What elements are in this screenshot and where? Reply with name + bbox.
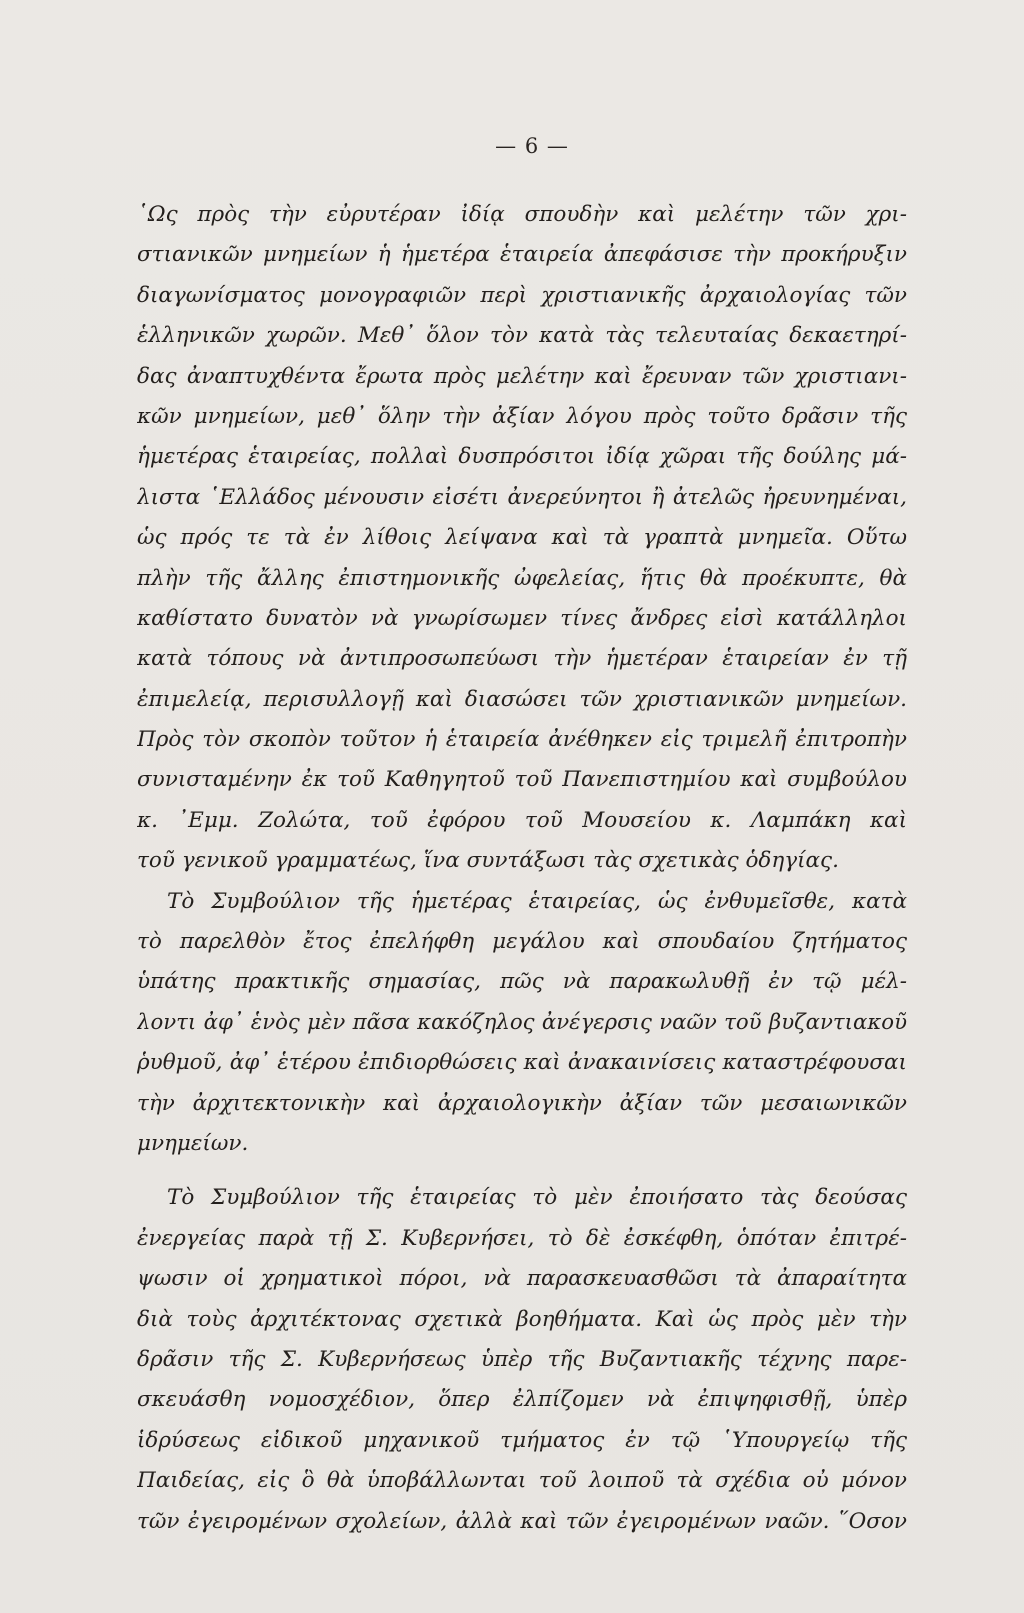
text-line: ἐνεργείας παρὰ τῇ Σ. Κυβερνήσει, τὸ δὲ ἐσκέφθη, ὁπόταν ἐπιτρέ- (137, 1225, 907, 1251)
text-line: ἑλληνικῶν χωρῶν. Μεθ᾽ ὅλον τὸν κατὰ τὰς τελευταίας δεκαετηρί- (137, 323, 907, 349)
text-line: σκευάσθη νομοσχέδιον, ὅπερ ἐλπίζομεν νὰ ἐπιψηφισθῇ, ὑπὲρ (137, 1387, 907, 1413)
paragraph (137, 882, 907, 1165)
text-line: κατὰ τόπους νὰ ἀντιπροσωπεύωσι τὴν ἡμετέραν ἑταιρείαν ἐν τῇ (137, 646, 907, 672)
text-line: Παιδείας, εἰς ὃ θὰ ὑποβάλλωνται τοῦ λοιποῦ τὰ σχέδια οὐ μόνον (137, 1468, 907, 1494)
text-line: ὑπάτης πρακτικῆς σημασίας, πῶς νὰ παρακωλυθῇ ἐν τῷ μέλ- (137, 969, 907, 995)
text-line: λιστα ῾Ελλάδος μένουσιν εἰσέτι ἀνερεύνητοι ἢ ἀτελῶς ἠρευνημέναι, (137, 484, 907, 510)
text-line: Τὸ Συμβούλιον τῆς ἡμετέρας ἑταιρείας, ὡς ἐνθυμεῖσθε, κατὰ (167, 888, 907, 914)
text-line: πλὴν τῆς ἄλλης ἐπιστημονικῆς ὠφελείας, ἥτις θὰ προέκυπτε, θὰ (137, 565, 907, 591)
text-line: συνισταμένην ἐκ τοῦ Καθηγητοῦ τοῦ Πανεπιστημίου καὶ συμβούλου (137, 767, 907, 793)
paragraph (137, 1178, 907, 1542)
text-line: ῾Ως πρὸς τὴν εὐρυτέραν ἰδίᾳ σπουδὴν καὶ μελέτην τῶν χρι- (137, 202, 907, 227)
text-line: καθίστατο δυνατὸν νὰ γνωρίσωμεν τίνες ἄνδρες εἰσὶ κατάλληλοι (137, 605, 907, 631)
page-number: — 6 — (495, 134, 569, 158)
text-line: κῶν μνημείων, μεθ᾽ ὅλην τὴν ἀξίαν λόγου πρὸς τοῦτο δρᾶσιν τῆς (137, 403, 907, 429)
text-line: δας ἀναπτυχθέντα ἔρωτα πρὸς μελέτην καὶ ἔρευναν τῶν χριστιανι- (137, 363, 907, 389)
text-line: μνημείων. (137, 1130, 249, 1156)
text-line: ῥυθμοῦ, ἀφ᾽ ἑτέρου ἐπιδιορθώσεις καὶ ἀνακαινίσεις καταστρέφουσαι (137, 1050, 907, 1076)
text-line: στιανικῶν μνημείων ἡ ἡμετέρα ἑταιρεία ἀπεφάσισε τὴν προκήρυξιν (137, 242, 907, 268)
text-line: ἱδρύσεως εἰδικοῦ μηχανικοῦ τμήματος ἐν τῷ ῾Υπουργείῳ τῆς (137, 1427, 907, 1453)
text-line: διαγωνίσματος μονογραφιῶν περὶ χριστιανικῆς ἀρχαιολογίας τῶν (137, 282, 907, 308)
text-line: τὸ παρελθὸν ἔτος ἐπελήφθη μεγάλου καὶ σπουδαίου ζητήματος (137, 929, 907, 955)
text-line: ἡμετέρας ἑταιρείας, πολλαὶ δυσπρόσιτοι ἰδίᾳ χῶραι τῆς δούλης μά- (137, 444, 907, 470)
body-text (137, 195, 907, 1542)
text-line: διὰ τοὺς ἀρχιτέκτονας σχετικὰ βοηθήματα. Καὶ ὡς πρὸς μὲν τὴν (137, 1306, 907, 1332)
text-line: Πρὸς τὸν σκοπὸν τοῦτον ἡ ἑταιρεία ἀνέθηκεν εἰς τριμελῆ ἐπιτροπὴν (137, 727, 907, 753)
text-line: ὡς πρός τε τὰ ἐν λίθοις λείψανα καὶ τὰ γραπτὰ μνημεῖα. Οὕτω (137, 525, 907, 551)
text-line: Τὸ Συμβούλιον τῆς ἑταιρείας τὸ μὲν ἐποιήσατο τὰς δεούσας (167, 1185, 907, 1211)
paragraph-gap (137, 1164, 907, 1178)
text-line: ἐπιμελείᾳ, περισυλλογῇ καὶ διασώσει τῶν χριστιανικῶν μνημείων. (137, 686, 907, 712)
text-line: τοῦ γενικοῦ γραμματέως, ἵνα συντάξωσι τὰς σχετικὰς ὁδηγίας. (137, 848, 839, 874)
paragraph (137, 195, 907, 882)
text-line: ψωσιν οἱ χρηματικοὶ πόροι, νὰ παρασκευασθῶσι τὰ ἀπαραίτητα (137, 1266, 907, 1292)
text-line: κ. ᾿Εμμ. Ζολώτα, τοῦ ἐφόρου τοῦ Μουσείου κ. Λαμπάκη καὶ (137, 807, 907, 833)
text-line: δρᾶσιν τῆς Σ. Κυβερνήσεως ὑπὲρ τῆς Βυζαντιακῆς τέχνης παρε- (137, 1346, 907, 1372)
text-line: λοντι ἀφ᾽ ἑνὸς μὲν πᾶσα κακόζηλος ἀνέγερσις ναῶν τοῦ βυζαντιακοῦ (137, 1009, 907, 1035)
text-line: τῶν ἐγειρομένων σχολείων, ἀλλὰ καὶ τῶν ἐγειρομένων ναῶν. ῞Οσον (137, 1508, 907, 1534)
text-line: τὴν ἀρχιτεκτονικὴν καὶ ἀρχαιολογικὴν ἀξίαν τῶν μεσαιωνικῶν (137, 1090, 907, 1116)
